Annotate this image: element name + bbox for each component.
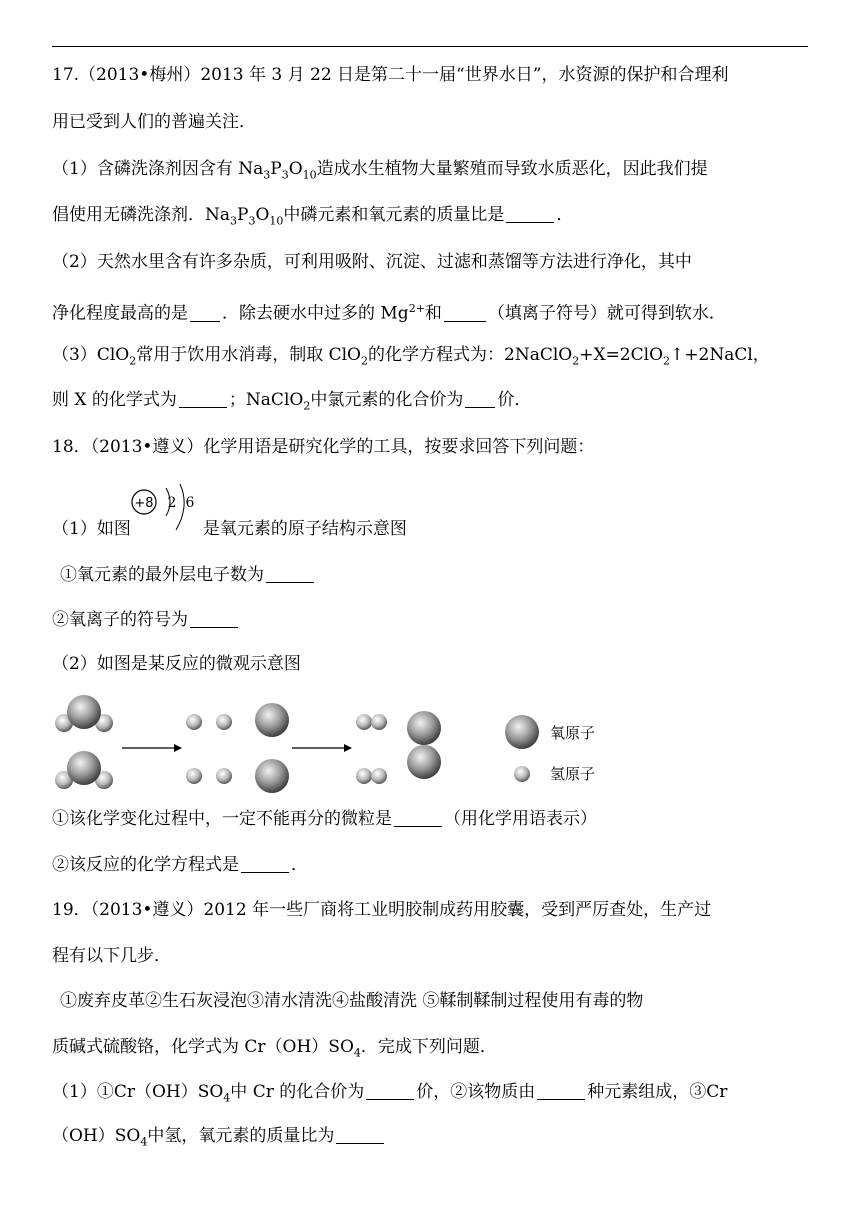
- q19-line-2: 程有以下几步．: [52, 946, 171, 966]
- q17-part3-line1: （3）ClO$_2$常用于饮用水消毒，制取 ClO$_2$的化学方程式为：2NaClO$_2$+X=2ClO$_2$↑+2NaCl，: [52, 345, 770, 368]
- q17-part2-line1: （2）天然水里含有许多杂质，可利用吸附、沉淀、过滤和蒸馏等方法进行净化，其中: [52, 252, 692, 272]
- q18-part2: （2）如图是某反应的微观示意图: [52, 654, 301, 674]
- atom-shell2-label: 6: [185, 495, 195, 511]
- q17-part2-line2: 净化程度最高的是 ．除去硬水中过多的 $Mg^{2+}$和 （填离子符号）就可得到软水．: [52, 302, 726, 324]
- q18-item2: ②氧离子的符号为: [52, 609, 240, 631]
- water-molecule-2: [55, 751, 113, 789]
- q17-part1-line1: （1）含磷洗涤剂因含有 $Na_3P_3O_{10}$造成水生植物大量繁殖而导致水质恶化，因此我们提: [52, 159, 708, 182]
- q18-part1: （1）如图 是氧元素的原子结构示意图: [52, 519, 407, 539]
- atom-shell1-label: 2: [167, 495, 177, 511]
- q19-line-5: $(1)①Cr(OH)SO_4$中 Cr 的化合价为 价，②该物质由 种元素组成，③Cr: [52, 1082, 728, 1105]
- answer-blank[interactable]: [537, 1083, 585, 1100]
- answer-blank[interactable]: [190, 305, 220, 322]
- reaction-micro-diagram: [52, 690, 692, 800]
- q17-part1-line2: 倡使用无磷洗涤剂．$Na_3P_3O_{10}$中磷元素和氧元素的质量比是 ．: [52, 205, 574, 228]
- answer-blank[interactable]: [179, 391, 227, 408]
- legend-hydrogen-atom: [514, 766, 530, 782]
- answer-blank[interactable]: [444, 305, 486, 322]
- answer-blank[interactable]: [366, 1083, 414, 1100]
- legend-oxygen-label: 氧原子: [550, 724, 596, 742]
- q18-item3: ①该化学变化过程中，一定不能再分的微粒是 （用化学用语表示）: [52, 809, 597, 829]
- water-molecule-1: [55, 695, 113, 732]
- answer-blank[interactable]: [506, 206, 554, 223]
- answer-blank[interactable]: [394, 810, 442, 827]
- answer-blank[interactable]: [266, 566, 314, 583]
- q19-line-6: $(OH)SO_4$中氢，氧元素的质量比为: [52, 1125, 386, 1153]
- legend-hydrogen-label: 氢原子: [550, 765, 596, 783]
- q17-part3-line2: 则 X 的化学式为 ；NaClO$_2$中氯元素的化合价为 价．: [52, 390, 532, 413]
- q18-item4: ②该反应的化学方程式是 ．: [52, 855, 308, 875]
- legend-oxygen-atom: [505, 715, 539, 749]
- q18-title: 18．（2013•遵义）化学用语是研究化学的工具，按要求回答下列问题：: [52, 437, 595, 457]
- header-rule: [52, 46, 808, 47]
- q19-line-4: 质碱式硫酸铬，化学式为 $Cr(OH)SO_4$．完成下列问题．: [52, 1037, 497, 1060]
- atom-nucleus-label: +8: [134, 496, 154, 511]
- answer-blank[interactable]: [336, 1127, 384, 1144]
- q18-item1: ①氧元素的最外层电子数为: [60, 564, 316, 586]
- q19-line-3: ①废弃皮革②生石灰浸泡③清水清洗④盐酸清洗 ⑤鞣制鞣制过程使用有毒的物: [60, 991, 644, 1011]
- q17-line-2: 用已受到人们的普遍关注．: [52, 112, 256, 132]
- arrow-icon: [344, 744, 352, 752]
- answer-blank[interactable]: [465, 391, 495, 408]
- q17-line-1: 17.（2013•梅州）2013 年 3 月 22 日是第二十一届“世界水日”，水资源的保护和合理利: [52, 65, 729, 85]
- q19-line-1: 19．（2013•遵义）2012 年一些厂商将工业明胶制成药用胶囊，受到严厉查处，生产过: [52, 900, 712, 920]
- answer-blank[interactable]: [241, 856, 289, 873]
- arrow-icon: [174, 744, 182, 752]
- answer-blank[interactable]: [190, 611, 238, 628]
